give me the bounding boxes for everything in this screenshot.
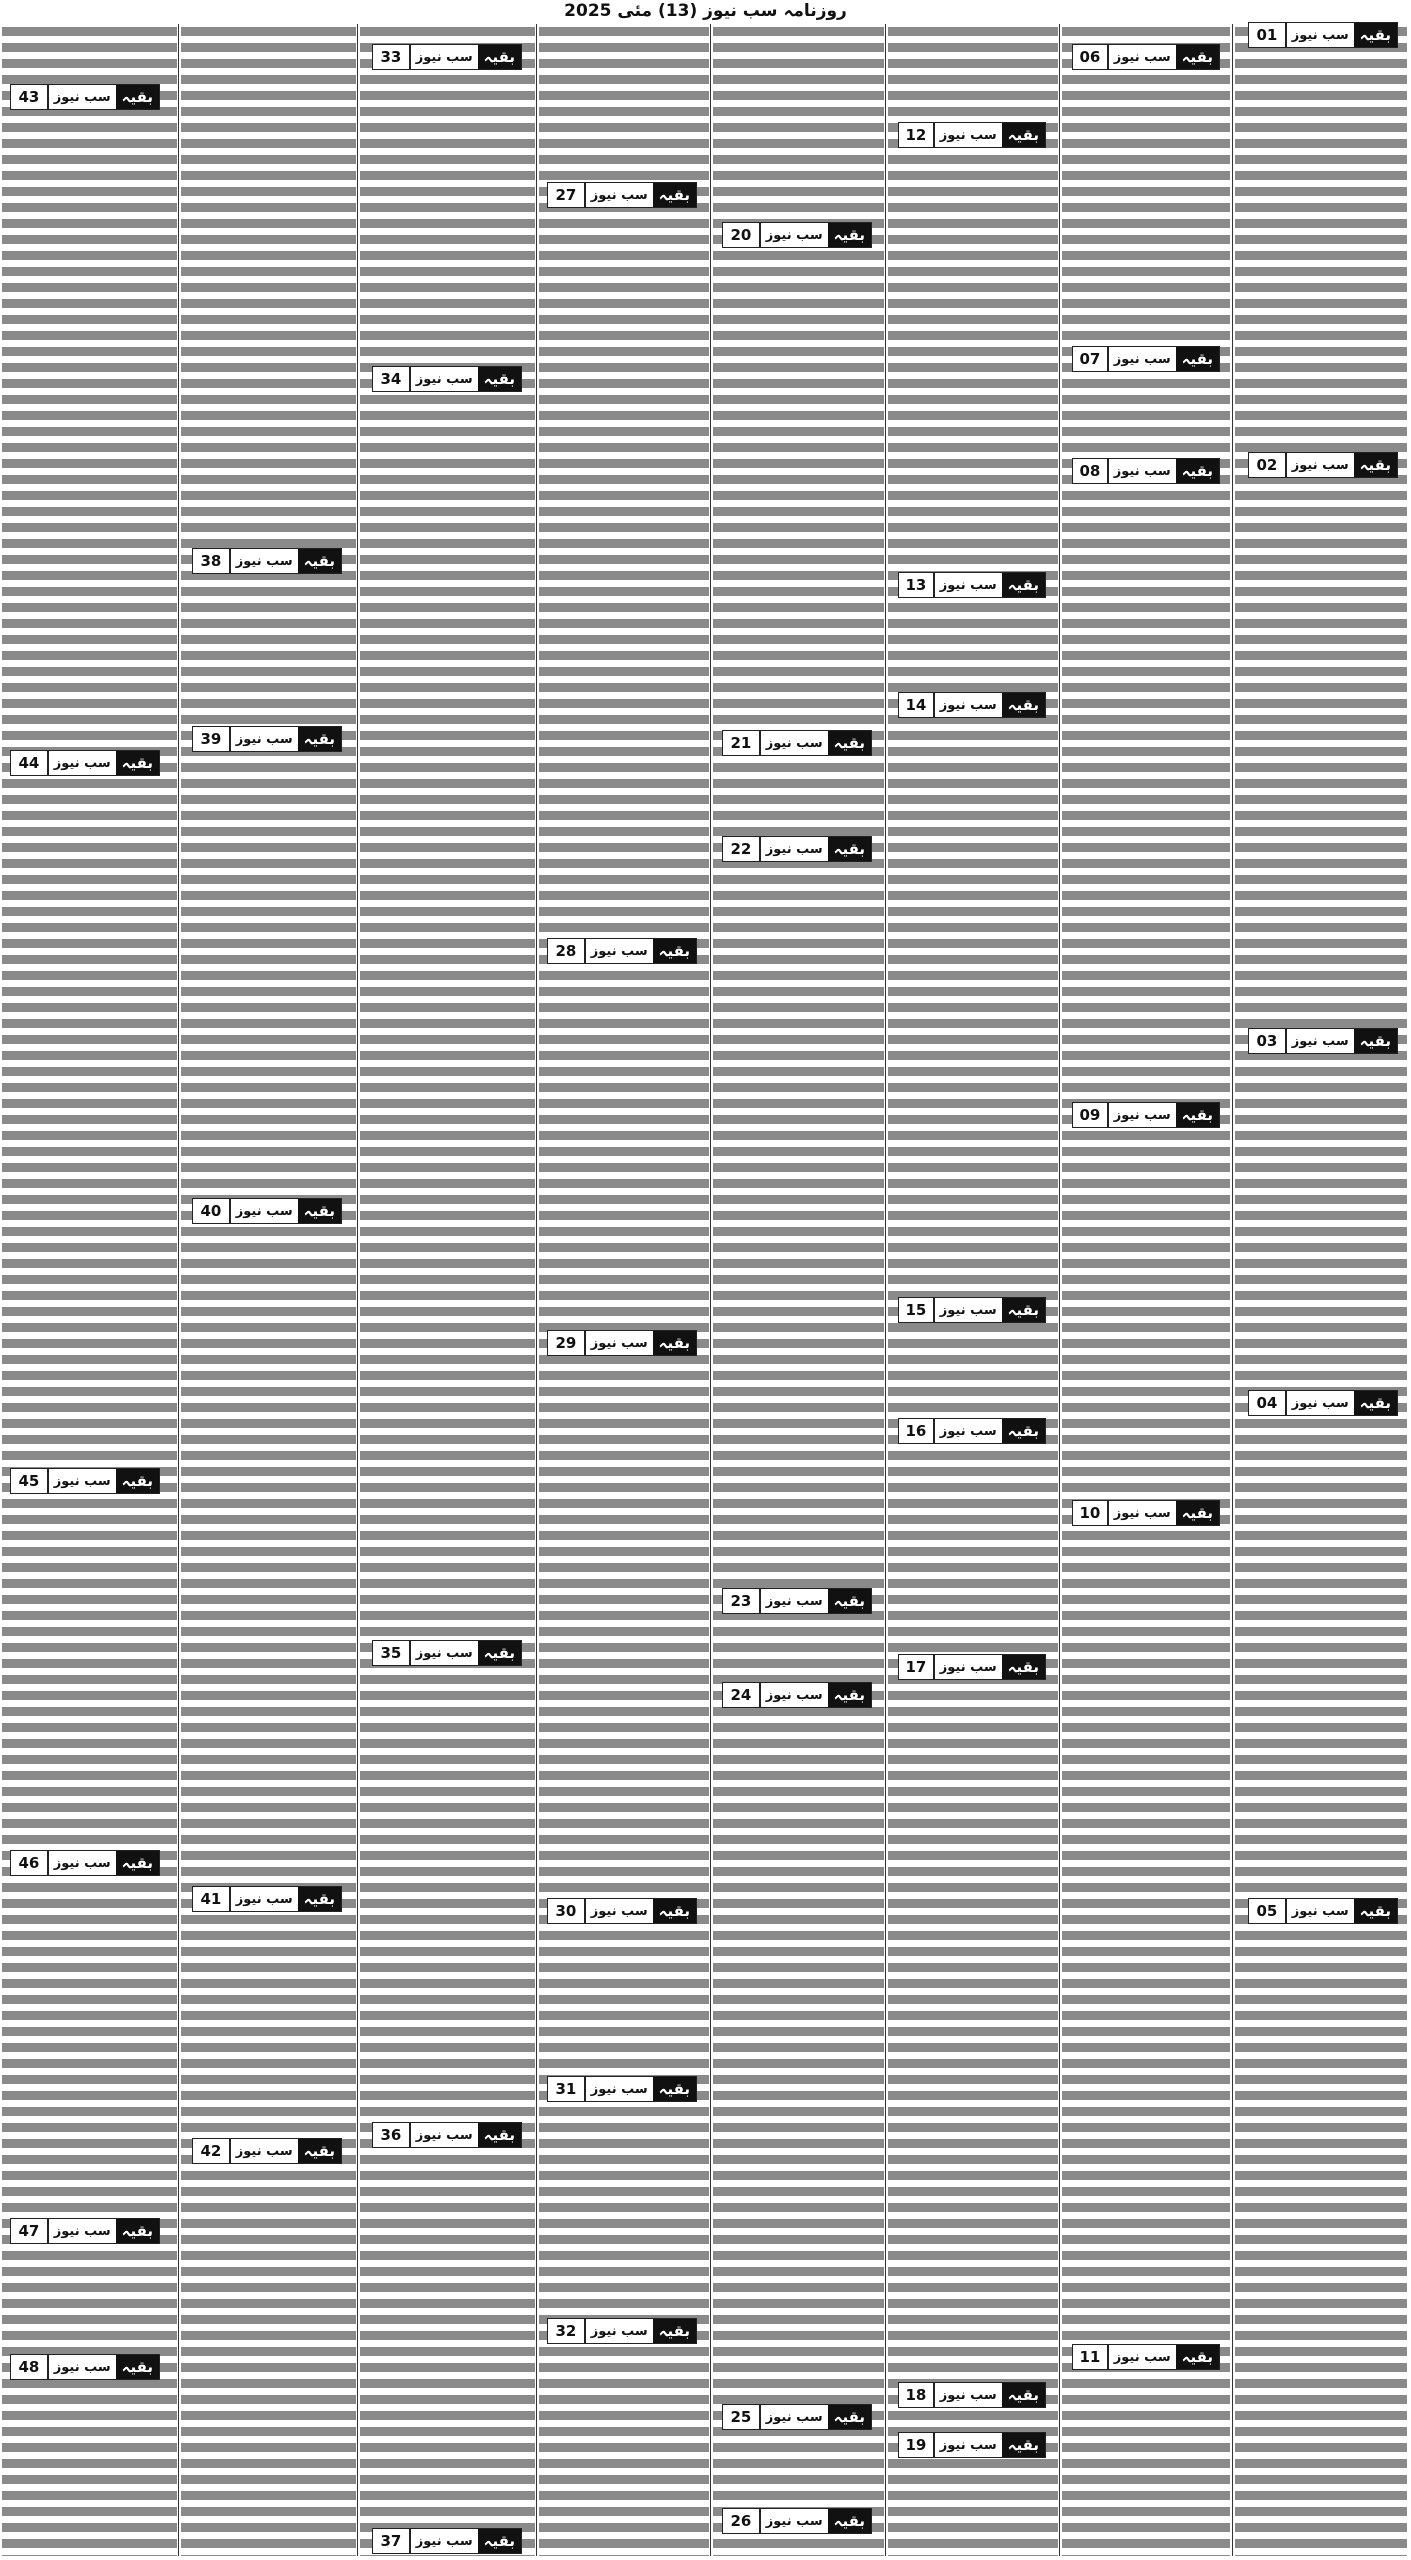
box-tag: سب نیوز [585, 2319, 653, 2343]
box-keyword: بقیہ [653, 183, 696, 207]
box-tag: سب نیوز [1108, 1103, 1176, 1127]
box-tag: سب نیوز [410, 2123, 478, 2147]
box-number: 24 [723, 1683, 760, 1707]
box-number: 38 [193, 549, 230, 573]
box-number: 30 [548, 1899, 585, 1923]
column-divider [357, 24, 358, 2556]
box-number: 14 [899, 693, 934, 717]
box-number: 22 [723, 837, 760, 861]
box-tag: سب نیوز [410, 367, 478, 391]
box-tag: سب نیوز [934, 693, 1002, 717]
box-keyword: بقیہ [1354, 23, 1397, 47]
box-tag: سب نیوز [934, 1298, 1002, 1322]
continuation-box [372, 2528, 522, 2554]
box-keyword: بقیہ [1002, 2383, 1045, 2407]
box-keyword: بقیہ [298, 727, 341, 751]
box-keyword: بقیہ [828, 1683, 871, 1707]
box-keyword: بقیہ [1176, 1103, 1219, 1127]
box-keyword: بقیہ [653, 2077, 696, 2101]
column-divider [178, 24, 179, 2556]
box-number: 48 [11, 2355, 48, 2379]
box-tag: سب نیوز [934, 1419, 1002, 1443]
box-keyword: بقیہ [298, 2139, 341, 2163]
box-keyword: بقیہ [1002, 1298, 1045, 1322]
box-number: 43 [11, 85, 48, 109]
box-keyword: بقیہ [1354, 1899, 1397, 1923]
box-number: 08 [1073, 459, 1108, 483]
box-tag: سب نیوز [760, 731, 828, 755]
box-keyword: بقیہ [298, 1887, 341, 1911]
box-tag: سب نیوز [585, 2077, 653, 2101]
column-divider [1232, 24, 1233, 2556]
box-tag: سب نیوز [585, 183, 653, 207]
box-number: 41 [193, 1887, 230, 1911]
column-5 [539, 24, 709, 2556]
box-tag: سب نیوز [585, 1899, 653, 1923]
box-number: 02 [1249, 453, 1286, 477]
continuation-box [898, 1654, 1046, 1680]
box-number: 11 [1073, 2345, 1108, 2369]
box-tag: سب نیوز [230, 2139, 298, 2163]
box-keyword: بقیہ [1002, 693, 1045, 717]
box-keyword: بقیہ [1176, 347, 1219, 371]
box-keyword: بقیہ [116, 751, 159, 775]
box-number: 40 [193, 1199, 230, 1223]
box-tag: سب نیوز [585, 1331, 653, 1355]
box-number: 15 [899, 1298, 934, 1322]
box-keyword: بقیہ [116, 2219, 159, 2243]
continuation-box [1248, 1028, 1398, 1054]
box-keyword: بقیہ [828, 731, 871, 755]
box-tag: سب نیوز [934, 573, 1002, 597]
continuation-box [1248, 22, 1398, 48]
box-keyword: بقیہ [116, 1469, 159, 1493]
box-tag: سب نیوز [230, 727, 298, 751]
box-tag: سب نیوز [1286, 1391, 1354, 1415]
box-number: 44 [11, 751, 48, 775]
column-divider [1059, 24, 1060, 2556]
box-keyword: بقیہ [828, 2509, 871, 2533]
box-number: 33 [373, 45, 410, 69]
box-number: 42 [193, 2139, 230, 2163]
box-keyword: بقیہ [1354, 1029, 1397, 1053]
box-tag: سب نیوز [1108, 459, 1176, 483]
box-keyword: بقیہ [828, 223, 871, 247]
box-number: 03 [1249, 1029, 1286, 1053]
box-keyword: بقیہ [1002, 123, 1045, 147]
column-8 [2, 24, 177, 2556]
box-tag: سب نیوز [1286, 453, 1354, 477]
continuation-box [898, 2382, 1046, 2408]
continuation-box [547, 182, 697, 208]
continuation-box [10, 2354, 160, 2380]
continuation-box [898, 692, 1046, 718]
box-number: 31 [548, 2077, 585, 2101]
continuation-box [1072, 2344, 1220, 2370]
box-keyword: بقیہ [653, 2319, 696, 2343]
box-number: 25 [723, 2405, 760, 2429]
box-tag: سب نیوز [934, 2433, 1002, 2457]
box-keyword: بقیہ [116, 85, 159, 109]
box-tag: سب نیوز [48, 751, 116, 775]
continuation-box [722, 2404, 872, 2430]
box-keyword: بقیہ [1002, 2433, 1045, 2457]
continuation-box [10, 1468, 160, 1494]
box-tag: سب نیوز [1286, 23, 1354, 47]
box-keyword: بقیہ [828, 1589, 871, 1613]
box-number: 37 [373, 2529, 410, 2553]
box-number: 47 [11, 2219, 48, 2243]
box-tag: سب نیوز [48, 2219, 116, 2243]
continuation-box [1072, 346, 1220, 372]
continuation-box [898, 1297, 1046, 1323]
box-keyword: بقیہ [828, 837, 871, 861]
box-keyword: بقیہ [653, 1331, 696, 1355]
box-keyword: بقیہ [1176, 459, 1219, 483]
continuation-box [722, 1682, 872, 1708]
box-number: 12 [899, 123, 934, 147]
continuation-box [1248, 1898, 1398, 1924]
masthead: روزنامہ سب نیوز (13) مئی 2025 [564, 1, 847, 21]
column-4 [713, 24, 884, 2556]
box-number: 20 [723, 223, 760, 247]
box-keyword: بقیہ [828, 2405, 871, 2429]
box-number: 18 [899, 2383, 934, 2407]
box-number: 07 [1073, 347, 1108, 371]
box-tag: سب نیوز [230, 1199, 298, 1223]
box-number: 45 [11, 1469, 48, 1493]
box-keyword: بقیہ [298, 1199, 341, 1223]
continuation-box [722, 836, 872, 862]
box-keyword: بقیہ [478, 367, 521, 391]
box-number: 34 [373, 367, 410, 391]
box-tag: سب نیوز [1108, 45, 1176, 69]
continuation-box [898, 1418, 1046, 1444]
box-keyword: بقیہ [478, 2123, 521, 2147]
box-keyword: بقیہ [116, 1851, 159, 1875]
box-tag: سب نیوز [760, 837, 828, 861]
continuation-box [547, 1330, 697, 1356]
box-tag: سب نیوز [48, 1851, 116, 1875]
box-keyword: بقیہ [116, 2355, 159, 2379]
box-tag: سب نیوز [760, 1589, 828, 1613]
box-tag: سب نیوز [1108, 2345, 1176, 2369]
box-keyword: بقیہ [478, 45, 521, 69]
column-divider [710, 24, 711, 2556]
continuation-box [192, 548, 342, 574]
continuation-box [547, 2318, 697, 2344]
continuation-box [10, 1850, 160, 1876]
box-number: 05 [1249, 1899, 1286, 1923]
box-keyword: بقیہ [1176, 45, 1219, 69]
box-number: 35 [373, 1641, 410, 1665]
box-tag: سب نیوز [760, 2405, 828, 2429]
box-tag: سب نیوز [1108, 347, 1176, 371]
box-number: 26 [723, 2509, 760, 2533]
box-number: 13 [899, 573, 934, 597]
continuation-box [722, 730, 872, 756]
box-keyword: بقیہ [478, 2529, 521, 2553]
box-keyword: بقیہ [1176, 2345, 1219, 2369]
box-tag: سب نیوز [410, 2529, 478, 2553]
continuation-box [372, 2122, 522, 2148]
continuation-box [1072, 458, 1220, 484]
box-tag: سب نیوز [48, 1469, 116, 1493]
continuation-box [898, 122, 1046, 148]
continuation-box [1248, 1390, 1398, 1416]
box-tag: سب نیوز [410, 1641, 478, 1665]
continuation-box [10, 2218, 160, 2244]
continuation-box [547, 1898, 697, 1924]
box-tag: سب نیوز [230, 549, 298, 573]
box-keyword: بقیہ [1002, 1655, 1045, 1679]
box-number: 01 [1249, 23, 1286, 47]
box-tag: سب نیوز [760, 2509, 828, 2533]
continuation-box [372, 366, 522, 392]
continuation-box [722, 1588, 872, 1614]
continuation-box [898, 2432, 1046, 2458]
column-7 [181, 24, 356, 2556]
box-tag: سب نیوز [934, 123, 1002, 147]
continuation-box [192, 726, 342, 752]
box-tag: سب نیوز [48, 85, 116, 109]
box-keyword: بقیہ [1176, 1501, 1219, 1525]
continuation-box [1072, 1102, 1220, 1128]
continuation-box [1248, 452, 1398, 478]
box-tag: سب نیوز [1286, 1029, 1354, 1053]
continuation-box [192, 1886, 342, 1912]
box-number: 32 [548, 2319, 585, 2343]
box-keyword: بقیہ [653, 939, 696, 963]
continuation-box [1072, 44, 1220, 70]
column-6 [360, 24, 535, 2556]
box-number: 17 [899, 1655, 934, 1679]
continuation-box [10, 750, 160, 776]
box-number: 23 [723, 1589, 760, 1613]
box-tag: سب نیوز [1108, 1501, 1176, 1525]
column-3 [888, 24, 1058, 2556]
continuation-box [722, 222, 872, 248]
box-number: 27 [548, 183, 585, 207]
box-keyword: بقیہ [298, 549, 341, 573]
box-tag: سب نیوز [934, 1655, 1002, 1679]
box-number: 28 [548, 939, 585, 963]
continuation-box [1072, 1500, 1220, 1526]
box-number: 19 [899, 2433, 934, 2457]
box-number: 16 [899, 1419, 934, 1443]
continuation-box [372, 1640, 522, 1666]
column-2 [1062, 24, 1230, 2556]
continuation-box [10, 84, 160, 110]
continuation-box [192, 2138, 342, 2164]
continuation-box [547, 938, 697, 964]
box-number: 06 [1073, 45, 1108, 69]
continuation-box [372, 44, 522, 70]
box-keyword: بقیہ [653, 1899, 696, 1923]
column-divider [536, 24, 537, 2556]
box-number: 09 [1073, 1103, 1108, 1127]
box-keyword: بقیہ [1354, 453, 1397, 477]
box-number: 29 [548, 1331, 585, 1355]
box-number: 36 [373, 2123, 410, 2147]
box-keyword: بقیہ [478, 1641, 521, 1665]
box-number: 46 [11, 1851, 48, 1875]
continuation-box [898, 572, 1046, 598]
box-number: 39 [193, 727, 230, 751]
box-number: 10 [1073, 1501, 1108, 1525]
box-tag: سب نیوز [1286, 1899, 1354, 1923]
box-tag: سب نیوز [760, 223, 828, 247]
box-tag: سب نیوز [760, 1683, 828, 1707]
continuation-box [547, 2076, 697, 2102]
box-keyword: بقیہ [1002, 573, 1045, 597]
box-tag: سب نیوز [934, 2383, 1002, 2407]
column-1 [1235, 24, 1407, 2556]
continuation-box [722, 2508, 872, 2534]
box-keyword: بقیہ [1354, 1391, 1397, 1415]
box-number: 21 [723, 731, 760, 755]
box-tag: سب نیوز [585, 939, 653, 963]
box-tag: سب نیوز [410, 45, 478, 69]
continuation-box [192, 1198, 342, 1224]
column-divider [885, 24, 886, 2556]
box-tag: سب نیوز [230, 1887, 298, 1911]
box-tag: سب نیوز [48, 2355, 116, 2379]
box-keyword: بقیہ [1002, 1419, 1045, 1443]
box-number: 04 [1249, 1391, 1286, 1415]
